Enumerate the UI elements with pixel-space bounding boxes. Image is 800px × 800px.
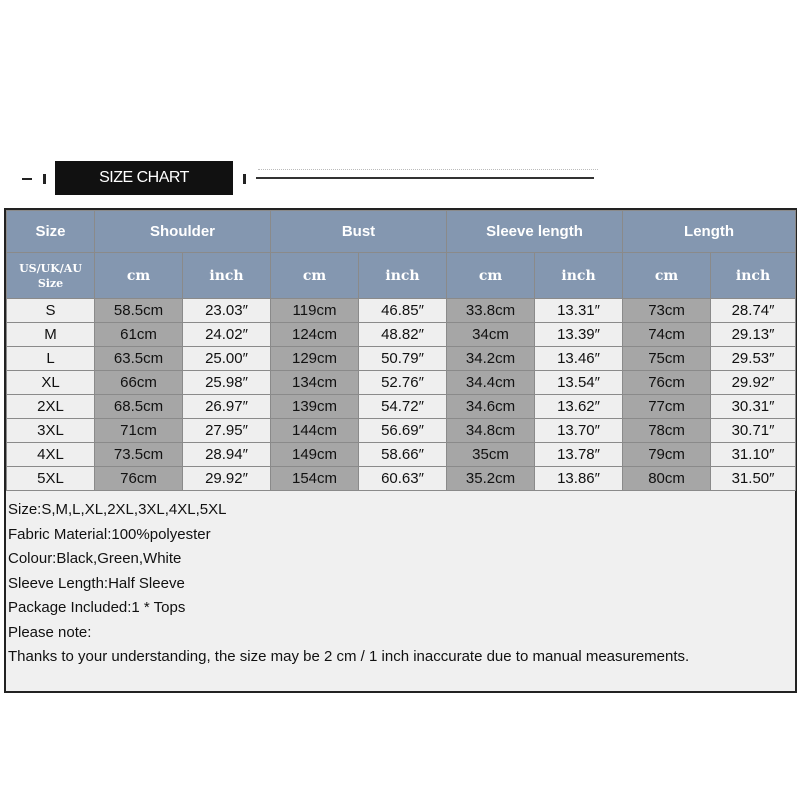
inch-cell: 23.03″: [183, 299, 271, 323]
unit-header: cm: [95, 253, 183, 299]
inch-cell: 52.76″: [359, 371, 447, 395]
banner-tick-right: [243, 174, 246, 184]
table-row: [7, 347, 796, 371]
banner-rule: [256, 177, 594, 179]
cm-cell: 63.5cm: [95, 347, 183, 371]
inch-cell: 27.95″: [183, 419, 271, 443]
cm-cell: 76cm: [623, 371, 711, 395]
size-cell: 2XL: [7, 395, 95, 419]
cm-cell: 154cm: [271, 467, 359, 491]
inch-cell: 46.85″: [359, 299, 447, 323]
size-table: [6, 210, 796, 491]
note-fabric: Fabric Material:100%polyester: [8, 525, 211, 543]
size-cell: L: [7, 347, 95, 371]
header-bust: Bust: [271, 211, 447, 253]
inch-cell: 26.97″: [183, 395, 271, 419]
inch-cell: 60.63″: [359, 467, 447, 491]
cm-cell: 34.4cm: [447, 371, 535, 395]
cm-cell: 66cm: [95, 371, 183, 395]
note-package: Package Included:1 * Tops: [8, 599, 186, 616]
cm-cell: 71cm: [95, 419, 183, 443]
cm-cell: 78cm: [623, 419, 711, 443]
cm-cell: 34cm: [447, 323, 535, 347]
size-cell: S: [7, 299, 95, 323]
inch-cell: 13.39″: [535, 323, 623, 347]
unit-header: cm: [447, 253, 535, 299]
cm-cell: 34.6cm: [447, 395, 535, 419]
inch-cell: 13.54″: [535, 371, 623, 395]
header-length: Length: [623, 211, 796, 253]
product-notes: [8, 498, 793, 670]
inch-cell: 13.78″: [535, 443, 623, 467]
cm-cell: 124cm: [271, 323, 359, 347]
note-sleeve-length: Sleeve Length:Half Sleeve: [8, 574, 185, 592]
cm-cell: 149cm: [271, 443, 359, 467]
cm-cell: 73.5cm: [95, 443, 183, 467]
table-row: [7, 371, 796, 395]
note-accuracy: Thanks to your understanding, the size may be 2 cm / 1 inch inaccurate due to manual measurements.: [8, 648, 690, 665]
size-region-sublabel: Size: [37, 276, 64, 290]
cm-cell: 34.2cm: [447, 347, 535, 371]
size-table-body: [7, 299, 796, 491]
inch-cell: 13.62″: [535, 395, 623, 419]
inch-cell: 58.66″: [359, 443, 447, 467]
cm-cell: 73cm: [623, 299, 711, 323]
cm-cell: 144cm: [271, 419, 359, 443]
unit-header: inch: [535, 253, 623, 299]
cm-cell: 79cm: [623, 443, 711, 467]
table-row: [7, 419, 796, 443]
table-row: [7, 443, 796, 467]
cm-cell: 129cm: [271, 347, 359, 371]
inch-cell: 50.79″: [359, 347, 447, 371]
size-cell: 3XL: [7, 419, 95, 443]
table-row: [7, 395, 796, 419]
header-sleeve-length: Sleeve length: [447, 211, 623, 253]
inch-cell: 29.53″: [711, 347, 796, 371]
table-row: [7, 299, 796, 323]
cm-cell: 35cm: [447, 443, 535, 467]
cm-cell: 61cm: [95, 323, 183, 347]
inch-cell: 29.92″: [711, 371, 796, 395]
cm-cell: 74cm: [623, 323, 711, 347]
inch-cell: 29.92″: [183, 467, 271, 491]
inch-cell: 13.31″: [535, 299, 623, 323]
inch-cell: 25.00″: [183, 347, 271, 371]
cm-cell: 134cm: [271, 371, 359, 395]
banner-title: SIZE CHART: [55, 161, 233, 195]
cm-cell: 35.2cm: [447, 467, 535, 491]
banner-dash-left: [22, 178, 32, 180]
note-please-note: Please note:: [8, 623, 92, 641]
inch-cell: 30.71″: [711, 419, 796, 443]
size-cell: M: [7, 323, 95, 347]
cm-cell: 119cm: [271, 299, 359, 323]
inch-cell: 13.86″: [535, 467, 623, 491]
cm-cell: 139cm: [271, 395, 359, 419]
inch-cell: 31.50″: [711, 467, 796, 491]
note-colour: Colour:Black,Green,White: [8, 550, 182, 567]
table-row: [7, 323, 796, 347]
inch-cell: 28.94″: [183, 443, 271, 467]
size-cell: 5XL: [7, 467, 95, 491]
inch-cell: 54.72″: [359, 395, 447, 419]
size-chart-panel: [4, 208, 797, 693]
header-size-region: [7, 253, 95, 299]
banner-tick-left: [43, 174, 46, 184]
header-shoulder: Shoulder: [95, 211, 271, 253]
inch-cell: 28.74″: [711, 299, 796, 323]
unit-header: inch: [359, 253, 447, 299]
inch-cell: 29.13″: [711, 323, 796, 347]
cm-cell: 80cm: [623, 467, 711, 491]
inch-cell: 25.98″: [183, 371, 271, 395]
cm-cell: 58.5cm: [95, 299, 183, 323]
inch-cell: 56.69″: [359, 419, 447, 443]
cm-cell: 34.8cm: [447, 419, 535, 443]
size-cell: 4XL: [7, 443, 95, 467]
cm-cell: 68.5cm: [95, 395, 183, 419]
cm-cell: 77cm: [623, 395, 711, 419]
unit-header: cm: [271, 253, 359, 299]
cm-cell: 76cm: [95, 467, 183, 491]
size-region-label: US/UK/AU: [19, 261, 82, 275]
inch-cell: 13.70″: [535, 419, 623, 443]
inch-cell: 48.82″: [359, 323, 447, 347]
unit-header: cm: [623, 253, 711, 299]
inch-cell: 13.46″: [535, 347, 623, 371]
size-chart-banner: [0, 150, 800, 210]
cm-cell: 33.8cm: [447, 299, 535, 323]
inch-cell: 24.02″: [183, 323, 271, 347]
banner-dotted-rule: [258, 169, 598, 170]
inch-cell: 31.10″: [711, 443, 796, 467]
cm-cell: 75cm: [623, 347, 711, 371]
inch-cell: 30.31″: [711, 395, 796, 419]
unit-header: inch: [711, 253, 796, 299]
size-cell: XL: [7, 371, 95, 395]
header-size: Size: [7, 211, 95, 253]
unit-header: inch: [183, 253, 271, 299]
table-row: [7, 467, 796, 491]
note-sizes: Size:S,M,L,XL,2XL,3XL,4XL,5XL: [8, 501, 227, 518]
